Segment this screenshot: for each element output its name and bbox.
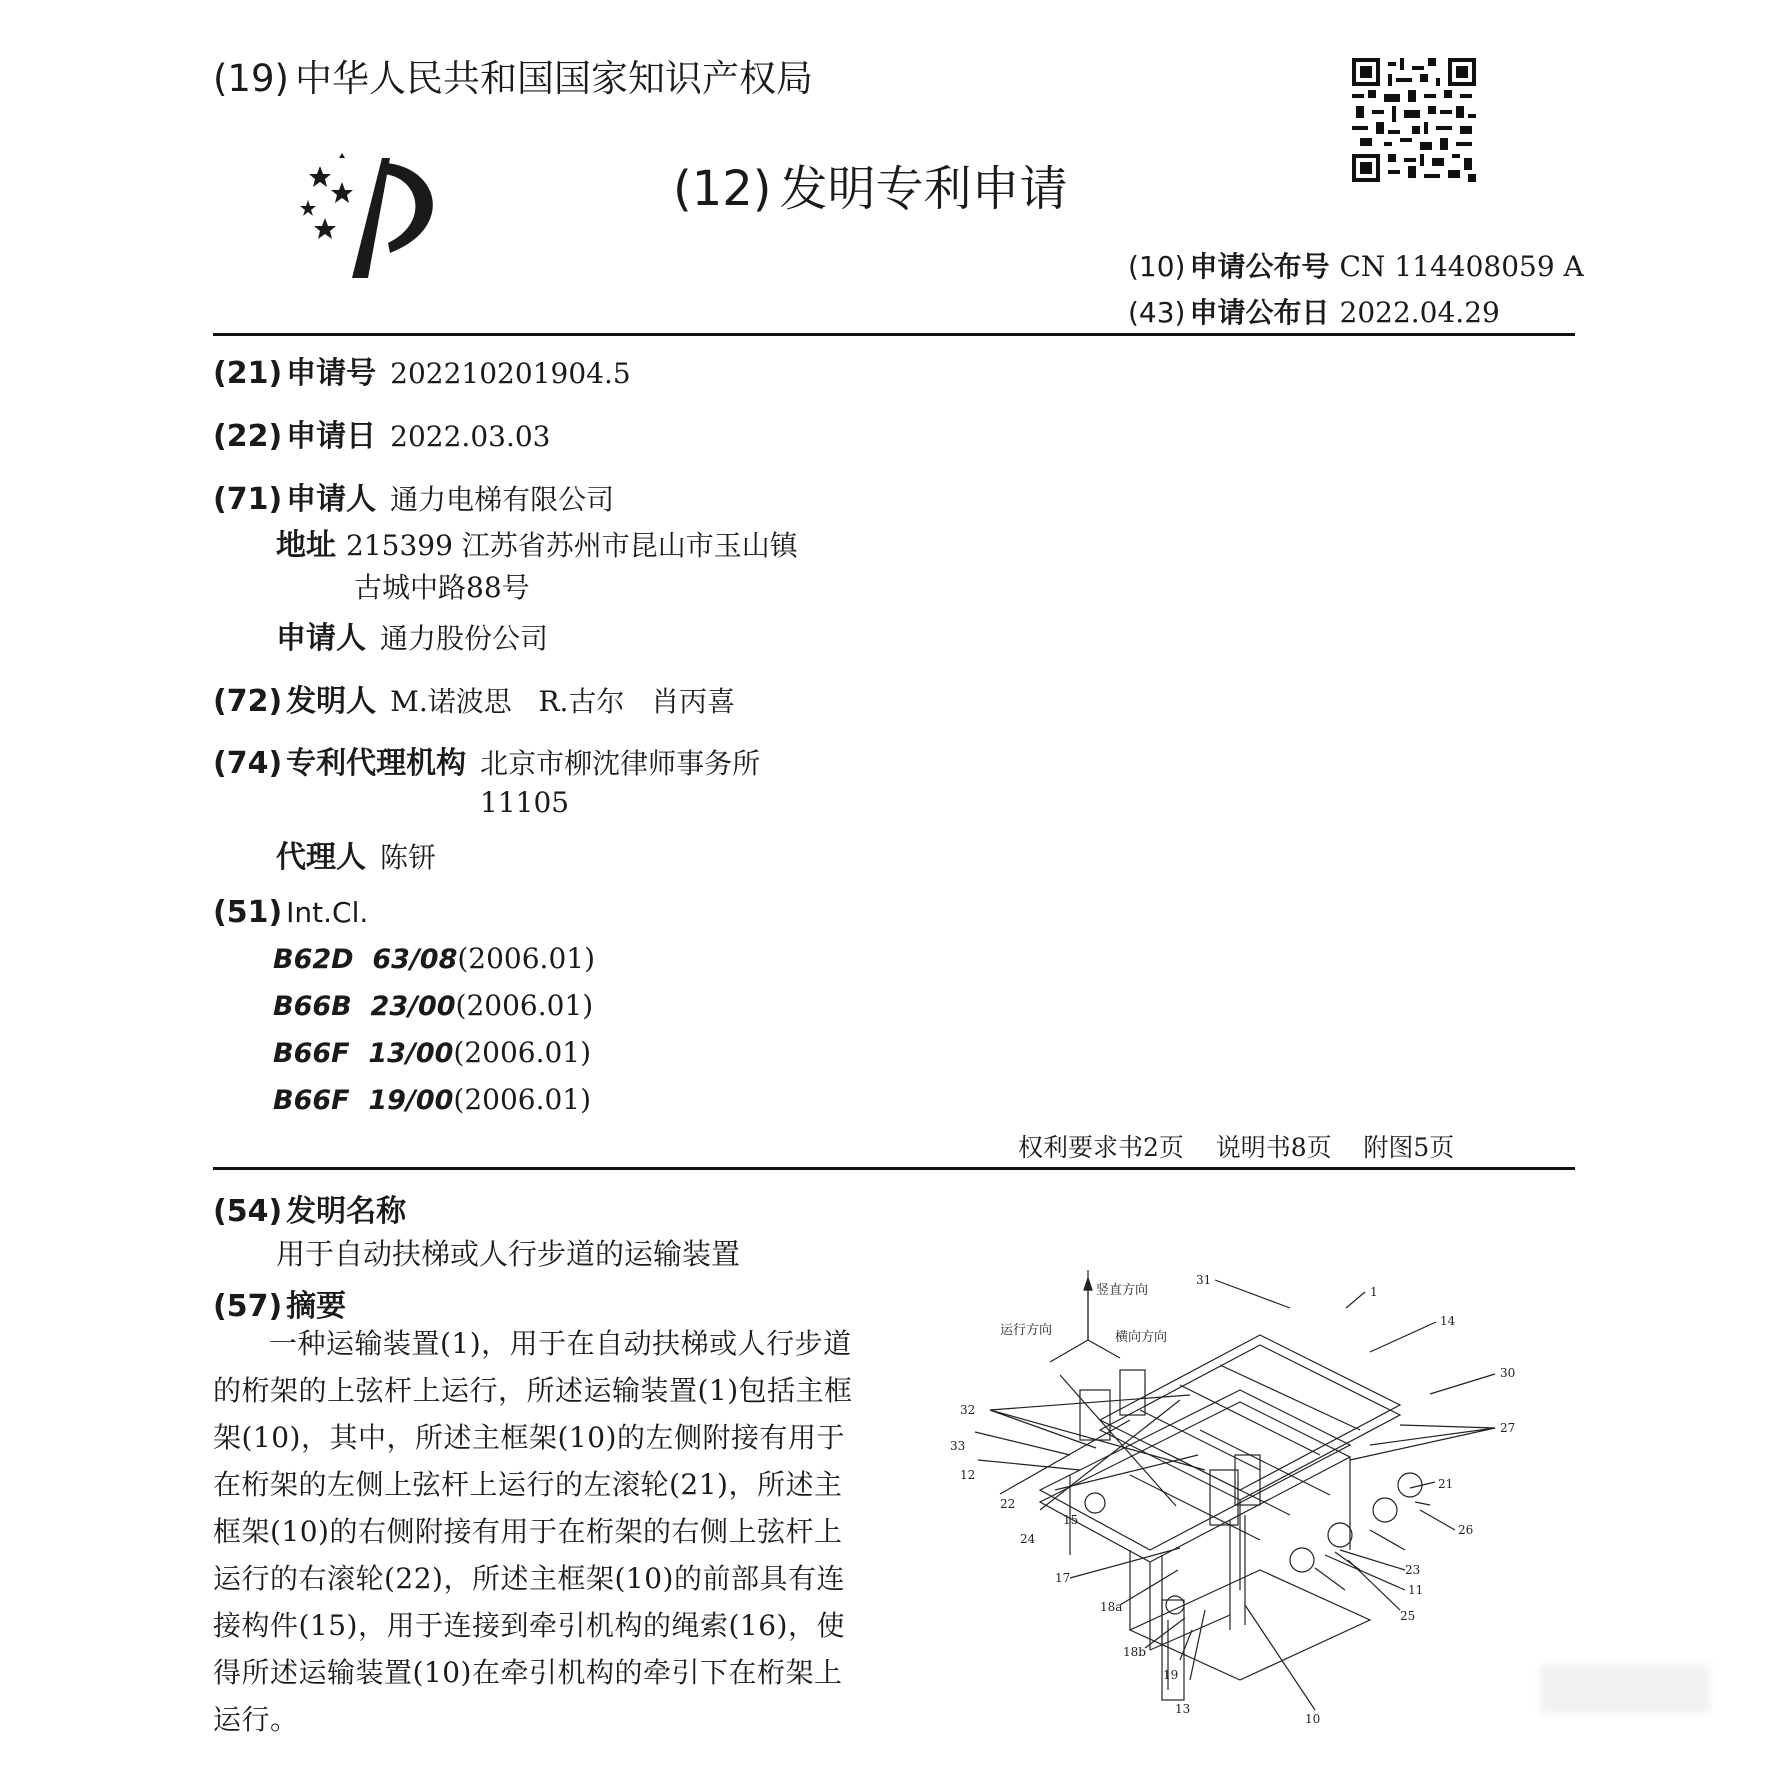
address-label: 地址 xyxy=(276,528,336,563)
part-label: 22 xyxy=(1000,1497,1016,1511)
applicant2: 通力股份公司 xyxy=(380,622,549,655)
part-label: 17 xyxy=(1055,1571,1071,1585)
part-label: 26 xyxy=(1458,1523,1474,1537)
agency-label: 专利代理机构 xyxy=(286,746,467,781)
part-label: 18b xyxy=(1123,1645,1146,1659)
agency-code: (74) xyxy=(213,746,283,781)
part-label: 27 xyxy=(1500,1421,1516,1435)
app-date-label: 申请日 xyxy=(286,419,377,454)
ipc-class: B62D 63/08 xyxy=(273,944,458,975)
agent: 陈钘 xyxy=(380,841,437,874)
part-label: 23 xyxy=(1405,1563,1421,1577)
ipc-version: (2006.01) xyxy=(453,1036,592,1069)
mid-divider xyxy=(213,1167,1575,1170)
pub-date-code: (43) xyxy=(1128,296,1186,329)
inventor-code: (72) xyxy=(213,684,283,719)
ipc-code: (51) xyxy=(213,895,283,930)
part-label: 21 xyxy=(1438,1477,1454,1491)
abstract-figure xyxy=(930,1270,1570,1770)
app-date-code: (22) xyxy=(213,419,283,454)
part-label: 15 xyxy=(1063,1513,1079,1527)
dir-running-text: 运行方向 xyxy=(1000,1323,1053,1338)
pub-date: 2022.04.29 xyxy=(1339,296,1500,329)
part-label: 24 xyxy=(1020,1532,1036,1546)
top-divider xyxy=(213,333,1575,336)
part-label: 18a xyxy=(1100,1600,1123,1614)
agency: 北京市柳沈律师事务所 xyxy=(480,747,761,780)
inventor-label: 发明人 xyxy=(286,684,377,719)
abstract-label: 摘要 xyxy=(286,1289,347,1324)
ipc-item xyxy=(273,942,595,975)
ipc-class: B66F 19/00 xyxy=(273,1085,454,1116)
ipc-item xyxy=(273,1036,591,1069)
pub-no-label: 申请公布号 xyxy=(1189,250,1330,283)
ipc-class: B66F 13/00 xyxy=(273,1038,454,1069)
applicant-label: 申请人 xyxy=(286,482,377,517)
part-label: 25 xyxy=(1400,1609,1416,1623)
pub-date-row xyxy=(1128,291,1500,331)
part-label: 32 xyxy=(960,1403,976,1417)
office-code: (19) xyxy=(213,57,289,100)
app-no: 202210201904.5 xyxy=(390,357,631,390)
part-label: 10 xyxy=(1305,1712,1321,1726)
part-label: 12 xyxy=(960,1468,976,1482)
ipc-row xyxy=(213,895,368,930)
part-label: 31 xyxy=(1196,1273,1212,1287)
title-code: (54) xyxy=(213,1194,283,1229)
applicant2-row xyxy=(276,613,548,657)
app-no-label: 申请号 xyxy=(286,356,377,391)
address-row xyxy=(276,520,798,564)
pub-no-row xyxy=(1128,245,1584,285)
agent-row xyxy=(276,832,436,876)
agent-label: 代理人 xyxy=(276,840,366,875)
pub-no: CN 114408059 A xyxy=(1339,250,1584,283)
ipc-version: (2006.01) xyxy=(455,989,594,1022)
pub-no-code: (10) xyxy=(1128,250,1186,283)
part-label: 33 xyxy=(950,1439,966,1453)
applicant-code: (71) xyxy=(213,482,283,517)
abstract-code: (57) xyxy=(213,1289,283,1324)
page-counts: 权利要求书2页 说明书8页 附图5页 xyxy=(1018,1133,1455,1162)
doc-type-heading xyxy=(673,150,1068,219)
abstract-heading xyxy=(213,1281,346,1325)
pub-date-label: 申请公布日 xyxy=(1189,296,1330,329)
agency-no: 11105 xyxy=(480,786,570,819)
part-label: 30 xyxy=(1500,1366,1516,1380)
part-label: 1 xyxy=(1370,1285,1378,1299)
doc-type: 发明专利申请 xyxy=(779,161,1068,217)
app-no-row xyxy=(213,348,631,392)
qr-code[interactable] xyxy=(1352,58,1476,182)
part-label: 19 xyxy=(1163,1668,1179,1682)
app-date: 2022.03.03 xyxy=(390,420,551,453)
address-line1: 215399 江苏省苏州市昆山市玉山镇 xyxy=(346,529,798,562)
abstract-text: 一种运输装置(1)，用于在自动扶梯或人行步道的桁架的上弦杆上运行，所述运输装置(1)包括主框架(10)，其中，所述主框架(10)的左侧附接有用于在桁架的左侧上弦杆上运行的左滚轮(21)，所述主框架(10)的右侧附接有用于在桁架的右侧上弦杆上运行的右滚轮(22)，所述主框架(10)的前部具有连接构件(15)，用于连接到牵引机构的绳索(16)，使得所述运输装置(10)在牵引机构的牵引下在桁架上运行。 xyxy=(213,1327,853,1736)
inventors: M.诺波思 R.古尔 肖丙喜 xyxy=(390,685,736,718)
applicant1: 通力电梯有限公司 xyxy=(390,483,615,516)
dir-lateral-text: 横向方向 xyxy=(1115,1330,1168,1345)
title-label: 发明名称 xyxy=(286,1194,407,1229)
watermark-blur xyxy=(1540,1665,1710,1713)
office-heading xyxy=(213,48,813,102)
applicant2-label: 申请人 xyxy=(276,621,366,656)
app-date-row xyxy=(213,411,551,455)
ipc-item xyxy=(273,1083,591,1116)
ipc-label: Int.Cl. xyxy=(286,896,369,929)
part-label: 13 xyxy=(1175,1702,1191,1716)
title-heading xyxy=(213,1186,406,1230)
part-label: 11 xyxy=(1408,1583,1424,1597)
dir-vertical-text: 竖直方向 xyxy=(1096,1283,1149,1298)
office-name: 中华人民共和国国家知识产权局 xyxy=(294,57,813,100)
ipc-class: B66B 23/00 xyxy=(273,991,456,1022)
cnipa-emblem-icon xyxy=(290,148,460,283)
inventor-row xyxy=(213,676,735,720)
doc-type-code: (12) xyxy=(673,161,772,217)
agency-row xyxy=(213,738,760,782)
part-label: 14 xyxy=(1440,1314,1456,1328)
app-no-code: (21) xyxy=(213,356,283,391)
ipc-version: (2006.01) xyxy=(453,1083,592,1116)
ipc-item xyxy=(273,989,593,1022)
address-line2: 古城中路88号 xyxy=(354,571,530,604)
applicant-row xyxy=(213,474,614,518)
ipc-version: (2006.01) xyxy=(457,942,596,975)
invention-title: 用于自动扶梯或人行步道的运输装置 xyxy=(276,1237,741,1271)
